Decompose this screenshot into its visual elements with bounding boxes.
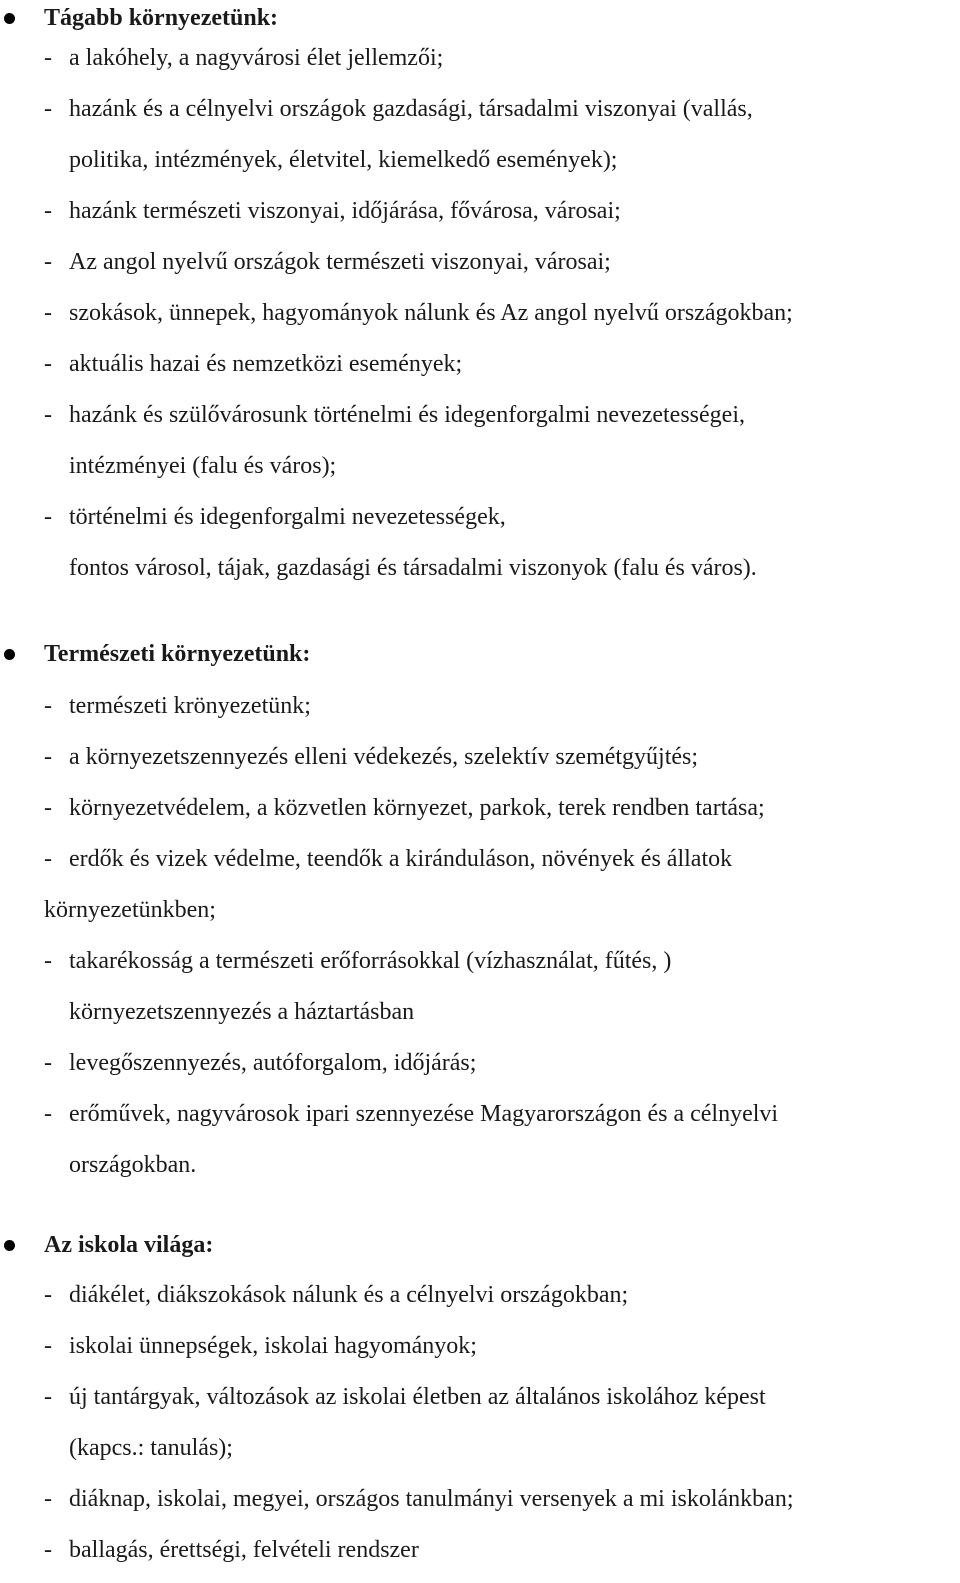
section-tagabb-kornyezetunk — [0, 0, 960, 581]
list-item-continuation: (kapcs.: tanulás); — [69, 1435, 233, 1461]
section-heading: Természeti környezetünk: — [44, 641, 311, 667]
list-item: - új tantárgyak, változások az iskolai életben az általános iskolához képest — [44, 1384, 766, 1410]
section-heading-row — [0, 1227, 960, 1267]
list-item: - környezetvédelem, a közvetlen környezet, parkok, terek rendben tartása; — [44, 795, 765, 821]
list-item: - Az angol nyelvű országok természeti viszonyai, városai; — [44, 249, 611, 275]
list-item: - történelmi és idegenforgalmi nevezetességek, — [44, 504, 506, 530]
list-item: - diáknap, iskolai, megyei, országos tanulmányi versenyek a mi iskolánkban; — [44, 1486, 794, 1512]
list-item: - ballagás, érettségi, felvételi rendszer — [44, 1537, 419, 1563]
list-item: - levegőszennyezés, autóforgalom, időjárás; — [44, 1050, 477, 1076]
list-item: - erdők és vizek védelme, teendők a kiránduláson, növények és állatok — [44, 846, 733, 872]
list-item: - aktuális hazai és nemzetközi események; — [44, 351, 463, 377]
list-item-continuation: politika, intézmények, életvitel, kiemelkedő események); — [69, 147, 618, 173]
section-heading: Az iskola világa: — [44, 1232, 214, 1258]
list-item: - hazánk és a célnyelvi országok gazdasági, társadalmi viszonyai (vallás, — [44, 96, 753, 122]
section-heading: Tágabb környezetünk: — [44, 5, 279, 31]
bullet-icon — [4, 649, 15, 660]
section-termeszeti-kornyezetunk — [0, 636, 960, 1178]
section-az-iskola-vilaga — [0, 1227, 960, 1563]
list-item: - takarékosság a természeti erőforrásokkal (vízhasználat, fűtés, ) — [44, 948, 672, 974]
list-item-continuation: fontos városol, tájak, gazdasági és társadalmi viszonyok (falu és város). — [69, 555, 757, 581]
list-item: - iskolai ünnepségek, iskolai hagyományok; — [44, 1333, 477, 1359]
list-item: - természeti krönyezetünk; — [44, 693, 311, 719]
bullet-icon — [4, 1240, 15, 1251]
list-item: - diákélet, diákszokások nálunk és a célnyelvi országokban; — [44, 1282, 629, 1308]
list-item-continuation: intézményei (falu és város); — [69, 453, 337, 479]
list-item-continuation: környezetünkben; — [44, 897, 216, 923]
list-item: - a lakóhely, a nagyvárosi élet jellemzői; — [44, 45, 444, 71]
list-item-continuation: környezetszennyezés a háztartásban — [69, 999, 415, 1025]
list-item: - hazánk természeti viszonyai, időjárása, fővárosa, városai; — [44, 198, 621, 224]
list-item-continuation: országokban. — [69, 1152, 197, 1178]
bullet-icon — [4, 13, 15, 24]
list-item: - szokások, ünnepek, hagyományok nálunk és Az angol nyelvű országokban; — [44, 300, 793, 326]
list-item: - erőművek, nagyvárosok ipari szennyezése Magyarországon és a célnyelvi — [44, 1101, 779, 1127]
list-item: - a környezetszennyezés elleni védekezés, szelektív szemétgyűjtés; — [44, 744, 699, 770]
section-heading-row — [0, 636, 960, 676]
section-heading-row — [0, 0, 960, 40]
list-item: - hazánk és szülővárosunk történelmi és idegenforgalmi nevezetességei, — [44, 402, 745, 428]
